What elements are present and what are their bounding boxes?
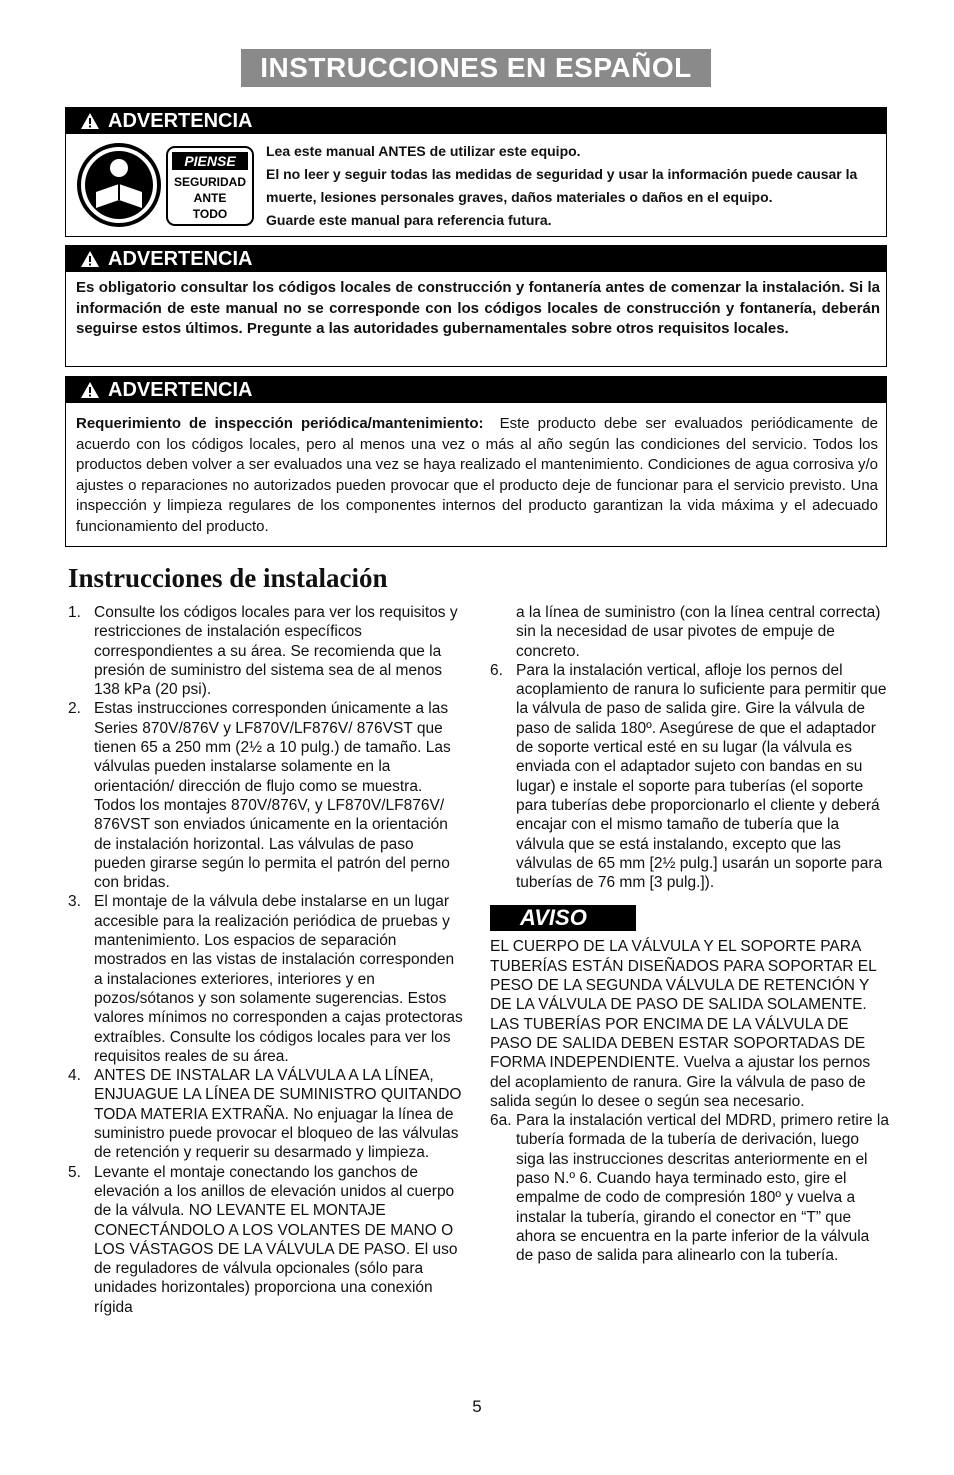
warning-triangle-icon xyxy=(80,112,100,130)
section-title: Instrucciones de instalación xyxy=(68,563,388,593)
step-text: Consulte los códigos locales para ver los requisitos y restricciones de instalación específicos correspondientes a su área. Se recomienda que la presión de suministro del sistema sea de al menos 138 kPa (20 psi). xyxy=(94,604,458,699)
step-item xyxy=(490,1111,890,1265)
warning-heading: ADVERTENCIA xyxy=(108,379,253,401)
step-item xyxy=(68,1163,466,1317)
badge-line-3: TODO xyxy=(192,207,228,221)
read-manual-icon xyxy=(76,142,162,228)
step-item xyxy=(68,603,466,699)
step-text: El montaje de la válvula debe instalarse en un lugar accesible para la realización periódica de pruebas y mantenimiento. Los espacios de separación mostrados en las vistas de instalación corresponden a instalaciones exteriores, interiores y en pozos/sótanos y son solamente sugerencias. Estos valores mínimos no corresponden a cajas protectoras extraíbles. Consulte los códigos locales para ver los requisitos reales de su área. xyxy=(94,893,463,1065)
right-column xyxy=(490,603,890,1266)
step-item xyxy=(490,661,890,893)
badge-line-2: ANTE xyxy=(193,191,227,205)
warning-header xyxy=(66,246,886,272)
warning-heading: ADVERTENCIA xyxy=(108,248,253,270)
warning-text: Es obligatorio consultar los códigos locales de construcción y fontanería antes de comenzar la instalación. Si la información de este manual no se corresponde con los códigos locales de construcción y fontanería, deberán seguirse estos últimos. Pregunte a las autoridades gubernamentales sobre otros requisitos locales. xyxy=(76,279,880,337)
step-text: Para la instalación vertical, afloje los pernos del acoplamiento de ranura lo suficiente para permitir que la válvula de paso de salida gire. Gire la válvula de paso de salida 180º. Asegúrese de que el adaptador de soporte vertical esté en su lugar (la válvula es enviada con el adaptador sujeto con bandas en su lugar) e instale el soporte para tuberías (el soporte para tuberías debe proporcionarlo el cliente y deberá encajar con el mismo tamaño de tubería que la válvula que se está instalando, excepto que las válvulas de 65 mm [2½ pulg.] usarán un soporte para tuberías de 76 mm [3 pulg.]). xyxy=(516,661,887,892)
left-column xyxy=(68,603,466,1317)
step-number: 4. xyxy=(68,1067,81,1085)
aviso-text: EL CUERPO DE LA VÁLVULA Y EL SOPORTE PARA TUBERÍAS ESTÁN DISEÑADOS PARA SOPORTAR EL PESO DE LA SEGUNDA VÁLVULA DE RETENCIÓN Y DE LA VÁLVULA DE PASO DE SALIDA SOLAMENTE. LAS TUBERÍAS POR ENCIMA DE LA VÁLVULA DE PASO DE SALIDA DEBEN ESTAR SOPORTADAS DE FORMA INDEPENDIENTE. Vuelva a ajustar los pernos del acoplamiento de ranura. Gire la válvula de paso de salida según lo desee o según sea necesario. xyxy=(490,938,877,1110)
page-number: 5 xyxy=(472,1397,482,1416)
warning-box-inspection xyxy=(65,376,887,547)
step-number: 5. xyxy=(68,1163,81,1181)
warning-lines xyxy=(266,140,878,232)
step-text: Para la instalación vertical del MDRD, primero retire la tubería formada de la tubería de derivación, luego siga las instrucciones descritas anteriormente en el paso N.º 6. Cuando haya terminado esto, gire el empalme de codo de compresión 180º y vuelva a instalar la tubería, girando el conector en “T” que ahora se encuentra en la parte inferior de la válvula de paso de salida para alinearlo con la tubería. xyxy=(516,1112,889,1265)
aviso-label: AVISO xyxy=(490,905,636,931)
step-item xyxy=(68,699,466,892)
warning-header xyxy=(66,377,886,403)
step-number: 6. xyxy=(490,661,503,679)
warning-body: Este producto debe ser evaluados periódicamente de acuerdo con los códigos locales, pero al menos una vez o más al año según las condiciones del servicio. Todos los productos deben volver a ser evaluados una vez se haya realizado el mantenimiento. Condiciones de agua corrosiva y/o ajustes o reparaciones no autorizados pueden provocar que el producto deje de funcionar para el servicio previsto. Una inspección y limpieza regulares de los componentes internos del producto garantizan la vida máxima y el adecuado funcionamiento del producto. xyxy=(76,415,879,535)
badge-line-1: SEGURIDAD xyxy=(173,175,247,189)
warning-triangle-icon xyxy=(80,381,100,399)
step-5-continuation: a la línea de suministro (con la línea central correcta) sin la necesidad de usar pivotes de empuje de concreto. xyxy=(516,604,881,660)
step-number: 6a. xyxy=(490,1112,512,1130)
badge-top-text: PIENSE xyxy=(184,153,236,169)
step-text: ANTES DE INSTALAR LA VÁLVULA A LA LÍNEA, ENJUAGUE LA LÍNEA DE SUMINISTRO QUITANDO TODA MATERIA EXTRAÑA. No enjuagar la línea de suministro puede provocar el bloqueo de las válvulas de retención y requerir su desarmado y limpieza. xyxy=(94,1067,462,1162)
warning-line: El no leer y seguir todas las medidas de seguridad y usar la información puede causar la muerte, lesiones personales graves, daños materiales o daños en el equipo. xyxy=(266,166,858,205)
step-number: 3. xyxy=(68,893,81,911)
warning-triangle-icon xyxy=(80,250,100,268)
step-text: Levante el montaje conectando los ganchos de elevación a los anillos de elevación unidos al cuerpo de la válvula. NO LEVANTE EL MONTAJE CONECTÁNDOLO A LOS VOLANTES DE MANO O LOS VÁSTAGOS DE LA VÁLVULA DE PASO. El uso de reguladores de válvula opcionales (sólo para unidades horizontales) proporciona una conexión rígida xyxy=(94,1163,458,1316)
warning-header xyxy=(66,108,886,134)
warning-bold-lead: Requerimiento de inspección periódica/mantenimiento: xyxy=(76,415,484,432)
step-item xyxy=(68,892,466,1066)
warning-line: Lea este manual ANTES de utilizar este equipo. xyxy=(266,143,581,159)
warning-line: Guarde este manual para referencia futura. xyxy=(266,212,552,228)
warning-heading: ADVERTENCIA xyxy=(108,110,253,132)
warning-text xyxy=(66,403,886,537)
warning-box-local-codes xyxy=(65,245,887,367)
think-safety-badge-icon xyxy=(166,146,254,226)
step-number: 1. xyxy=(68,604,81,621)
step-text: Estas instrucciones corresponden únicamente a las Series 870V/876V y LF870V/LF876V/ 876VST que tienen 65 a 250 mm (2½ a 10 pulg.) de tamaño. Las válvulas pueden instalarse solamente en la orientación/ dirección de flujo como se muestra. Todos los montajes 870V/876V, y LF870V/LF876V/ 876VST son enviados únicamente en la orientación de instalación horizontal. Las válvulas de paso pueden girarse según lo permita el patrón del perno con bridas. xyxy=(94,700,451,892)
page-banner: INSTRUCCIONES EN ESPAÑOL xyxy=(241,49,711,87)
step-number: 2. xyxy=(68,700,81,718)
step-item xyxy=(68,1066,466,1162)
warning-box-read-manual xyxy=(65,107,887,237)
